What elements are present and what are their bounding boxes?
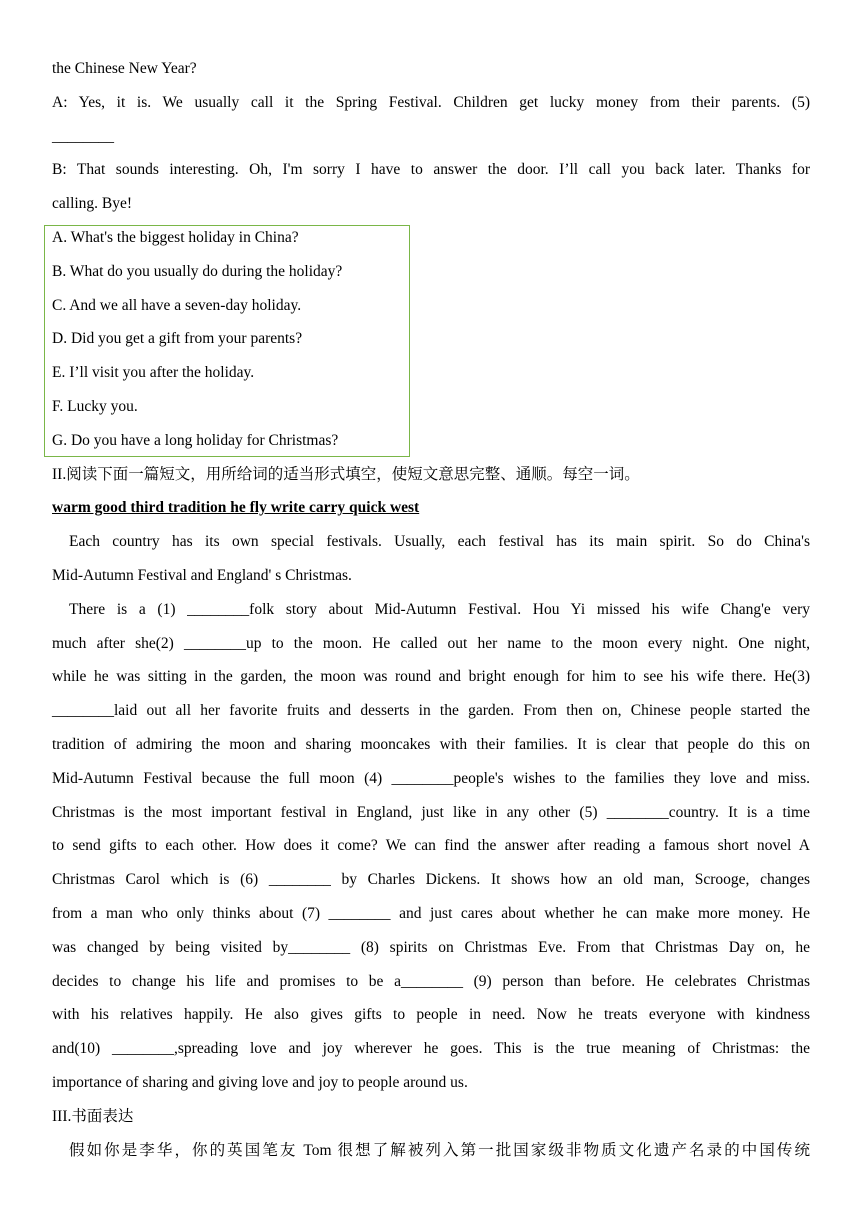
dialogue-blank: ________	[52, 127, 114, 145]
word-bank: warm good third tradition he fly write carry quick west	[52, 499, 420, 517]
passage-line: Christmas is the most important festival in England, just like in any other (5) ________country. It is a time	[52, 803, 810, 821]
passage-line: to send gifts to each other. How does it come? We can find the answer after reading a famous short novel A	[52, 837, 810, 855]
dialogue-line: calling. Bye!	[52, 195, 133, 213]
option-d: D. Did you get a gift from your parents?	[52, 330, 303, 348]
option-e: E. I’ll visit you after the holiday.	[52, 364, 255, 382]
passage-line: Christmas Carol which is (6) ________ by Charles Dickens. It shows how an old man, Scrooge, changes	[52, 871, 810, 889]
option-f: F. Lucky you.	[52, 397, 138, 415]
passage-line: Mid-Autumn Festival and England' s Christmas.	[52, 566, 352, 584]
passage-line: importance of sharing and giving love and joy to people around us.	[52, 1073, 468, 1091]
passage-line: Each country has its own special festivals. Usually, each festival has its main spirit. So do China's	[69, 533, 810, 551]
option-g: G. Do you have a long holiday for Christmas?	[52, 431, 339, 449]
dialogue-line: B: That sounds interesting. Oh, I'm sorry I have to answer the door. I’ll call you back later. Thanks for	[52, 161, 810, 179]
document-page	[52, 0, 810, 1167]
section-2-heading: II.阅读下面一篇短文，用所给词的适当形式填空，使短文意思完整、通顺。每空一词。	[52, 465, 640, 483]
passage-line: while he was sitting in the garden, the moon was round and bright enough for him to see his wife there. He(3)	[52, 668, 810, 686]
option-c: C. And we all have a seven-day holiday.	[52, 296, 302, 314]
writing-prompt-line: 假如你是李华，你的英国笔友 Tom 很想了解被列入第一批国家级非物质文化遗产名录的中国传统	[69, 1141, 810, 1159]
section-3-heading: III.书面表达	[52, 1107, 134, 1125]
passage-line: tradition of admiring the moon and sharing mooncakes with their families. It is clear that people do this on	[52, 735, 810, 753]
dialogue-line: A: Yes, it is. We usually call it the Spring Festival. Children get lucky money from their parents. (5)	[52, 93, 810, 111]
passage-line: was changed by being visited by________ (8) spirits on Christmas Eve. From that Christmas Day on, he	[52, 938, 810, 956]
option-a: A. What's the biggest holiday in China?	[52, 228, 299, 246]
passage-line: with his relatives happily. He also gives gifts to people in need. Now he treats everyone with kindness	[52, 1006, 810, 1024]
passage-line: and(10) ________,spreading love and joy wherever he goes. This is the true meaning of Christmas: the	[52, 1040, 810, 1058]
passage-line: from a man who only thinks about (7) ________ and just cares about whether he can make more money. He	[52, 904, 810, 922]
passage-line: much after she(2) ________up to the moon. He called out her name to the moon every night. One night,	[52, 634, 810, 652]
passage-line: ________laid out all her favorite fruits and desserts in the garden. From then on, Chinese people started the	[52, 702, 810, 720]
dialogue-line: the Chinese New Year?	[52, 60, 197, 77]
passage-line: decides to change his life and promises to be a________ (9) person than before. He celebrates Christmas	[52, 972, 810, 990]
passage-line: Mid-Autumn Festival because the full moon (4) ________people's wishes to the families they love and miss.	[52, 769, 810, 787]
option-b: B. What do you usually do during the holiday?	[52, 262, 343, 280]
passage-line: There is a (1) ________folk story about Mid-Autumn Festival. Hou Yi missed his wife Chang'e very	[69, 600, 810, 618]
